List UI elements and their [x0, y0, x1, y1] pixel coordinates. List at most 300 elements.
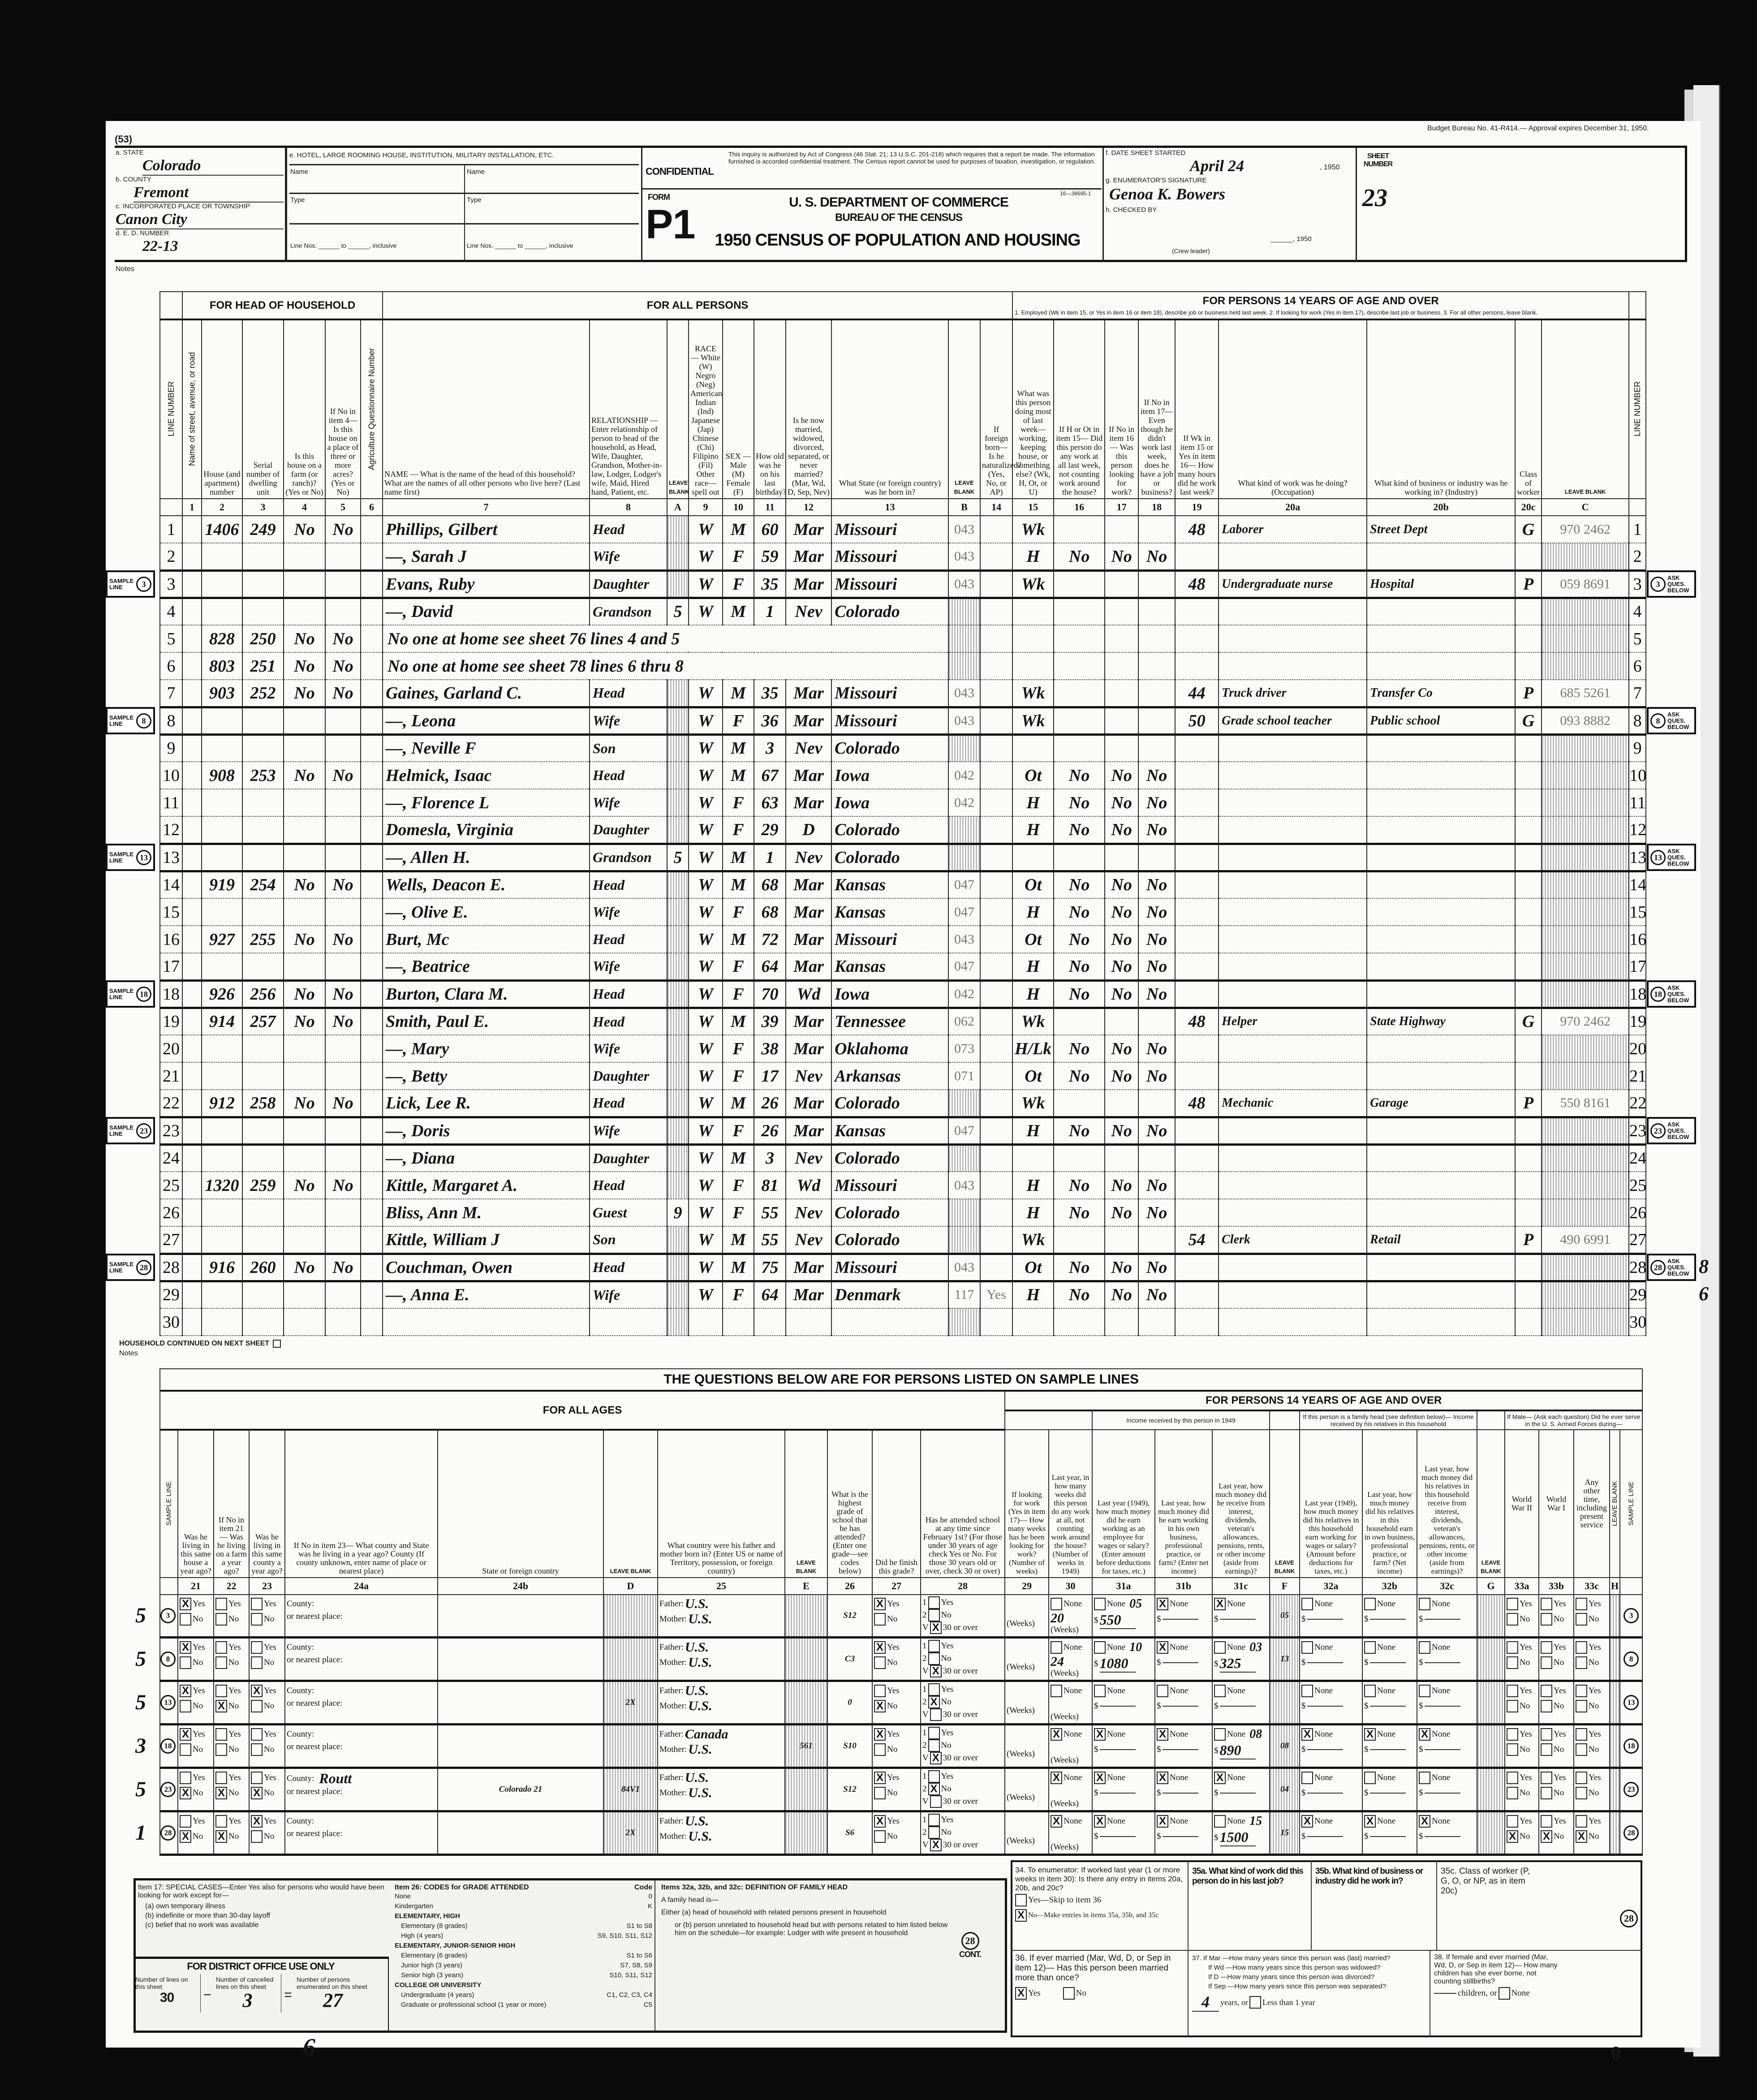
relatives-other-amount-value[interactable]	[1425, 1706, 1460, 1707]
weeks-none-checkbox[interactable]: X	[1051, 1772, 1062, 1784]
same-county-yes-checkbox[interactable]: X	[251, 1685, 263, 1697]
other-service-no-checkbox[interactable]	[1576, 1743, 1587, 1756]
cell-naturalized	[980, 680, 1012, 707]
wages-income-amount-value[interactable]	[1100, 1749, 1136, 1750]
county-value[interactable]: Routt	[319, 1770, 352, 1786]
attended-no-checkbox[interactable]: X	[928, 1783, 940, 1795]
weeks-worked-value[interactable]	[1051, 1699, 1090, 1712]
ask-questions-below-tab[interactable]	[1647, 570, 1696, 598]
attended-yes-checkbox[interactable]	[928, 1640, 940, 1652]
same-house-yes-checkbox[interactable]: X	[180, 1728, 191, 1741]
ww1-no-checkbox[interactable]	[1541, 1700, 1552, 1712]
mother-birthplace[interactable]: U.S.	[688, 1785, 712, 1800]
relatives-business-amount-value[interactable]	[1370, 1836, 1406, 1837]
state-value: Colorado	[142, 157, 284, 176]
cell-agriculture-number	[361, 598, 383, 625]
relatives-business-none-checkbox[interactable]	[1364, 1685, 1376, 1697]
father-birthplace[interactable]: U.S.	[685, 1814, 709, 1828]
relatives-business-none-checkbox[interactable]: X	[1364, 1815, 1376, 1828]
business-income-amount-value[interactable]	[1163, 1706, 1198, 1707]
attended-yes-checkbox[interactable]	[928, 1727, 940, 1739]
other-service-no-checkbox[interactable]	[1576, 1613, 1587, 1626]
other-income-none-checkbox[interactable]	[1214, 1685, 1226, 1697]
ww1-yes-checkbox[interactable]	[1541, 1772, 1552, 1784]
ww1-no-checkbox[interactable]	[1541, 1787, 1552, 1799]
same-house-no-checkbox[interactable]	[180, 1743, 191, 1756]
other-service-yes-checkbox[interactable]	[1576, 1772, 1587, 1784]
cell-race: W	[689, 680, 723, 707]
other-service-no-checkbox[interactable]	[1576, 1656, 1587, 1669]
relatives-business-amount-value[interactable]	[1370, 1793, 1406, 1794]
sample-line-tab[interactable]	[106, 980, 155, 1008]
farm-year-ago-no-checkbox[interactable]	[215, 1613, 227, 1626]
weeks-worked-value[interactable]	[1051, 1742, 1090, 1755]
cell-birthplace: Missouri	[831, 543, 948, 570]
other-income-amount-value[interactable]	[1220, 1793, 1256, 1794]
relatives-wages-none	[1301, 1596, 1361, 1612]
sample-line-label: SAMPLE LINE	[109, 1124, 134, 1137]
same-county-yes-checkbox[interactable]: X	[251, 1815, 263, 1828]
attended-no-checkbox[interactable]: X	[928, 1696, 940, 1708]
ww1-no-checkbox[interactable]	[1541, 1613, 1552, 1626]
relatives-wages-none-checkbox[interactable]	[1301, 1641, 1313, 1654]
farm-year-ago-no-checkbox[interactable]	[215, 1743, 227, 1756]
business-income-none-checkbox[interactable]: X	[1157, 1728, 1168, 1741]
relatives-business-amount-value[interactable]	[1370, 1749, 1406, 1750]
relatives-business-amount-value[interactable]	[1370, 1706, 1406, 1707]
other-service-yes-checkbox[interactable]	[1576, 1685, 1587, 1697]
same-house-yes-checkbox[interactable]: X	[180, 1598, 191, 1610]
attended-over30-checkbox[interactable]: X	[930, 1752, 942, 1764]
other-service-yes-checkbox[interactable]	[1576, 1598, 1587, 1610]
attended-no-checkbox[interactable]	[928, 1739, 940, 1752]
sample-line-tab[interactable]	[106, 1254, 155, 1281]
other-service-yes-checkbox[interactable]	[1576, 1641, 1587, 1654]
cell-class-of-worker: G	[1515, 516, 1542, 543]
relatives-wages-none-checkbox[interactable]	[1301, 1685, 1313, 1697]
sample-line-tab[interactable]	[106, 844, 155, 871]
column-number: 31b	[1155, 1578, 1212, 1595]
ww2-no	[1507, 1612, 1537, 1627]
ww1-yes-checkbox[interactable]	[1541, 1685, 1552, 1697]
attended-over30-checkbox[interactable]	[930, 1708, 942, 1721]
farm-year-ago-yes-checkbox[interactable]	[215, 1728, 227, 1741]
business-income-none-checkbox[interactable]: X	[1157, 1815, 1168, 1828]
wages-income-none-checkbox[interactable]	[1094, 1685, 1106, 1697]
grade-cell[interactable]: 0	[827, 1681, 872, 1725]
farm-year-ago-no-checkbox[interactable]: X	[215, 1830, 227, 1843]
relatives-wages-none-checkbox[interactable]	[1301, 1772, 1313, 1784]
finished-yes-checkbox[interactable]: X	[874, 1728, 886, 1741]
ww1-no-checkbox[interactable]: X	[1541, 1830, 1552, 1843]
attended-over30-checkbox[interactable]: X	[930, 1621, 942, 1634]
relatives-other-amount-value[interactable]	[1425, 1836, 1460, 1837]
other-service-no-checkbox[interactable]: X	[1576, 1830, 1587, 1843]
wages-income-none-checkbox[interactable]	[1094, 1598, 1106, 1610]
cell-dwelling-serial	[242, 1062, 284, 1090]
father-birthplace[interactable]: Canada	[685, 1727, 728, 1742]
finished-no-checkbox[interactable]	[874, 1613, 886, 1626]
same-county-yes-checkbox[interactable]	[251, 1728, 263, 1741]
attended-yes-checkbox[interactable]	[928, 1683, 940, 1696]
weeks-worked-value[interactable]: 20	[1051, 1611, 1064, 1626]
ww1-yes-checkbox[interactable]	[1541, 1728, 1552, 1741]
other-service-no-checkbox[interactable]	[1576, 1700, 1587, 1712]
cell-hours-worked	[1175, 1062, 1219, 1090]
same-house-yes	[180, 1640, 212, 1655]
business-income-cell	[1155, 1811, 1212, 1855]
place-value: Canon City	[116, 211, 284, 229]
finished-yes-checkbox[interactable]	[874, 1685, 886, 1697]
q38-children-field[interactable]	[1434, 1993, 1456, 1994]
finished-no-checkbox[interactable]	[874, 1743, 886, 1756]
other-income-amount-value[interactable]	[1220, 1619, 1256, 1620]
attended-over30-checkbox[interactable]	[930, 1795, 942, 1808]
finished-yes-checkbox[interactable]: X	[874, 1598, 886, 1610]
ww2-no-checkbox[interactable]	[1507, 1656, 1518, 1669]
ww2-yes-checkbox[interactable]	[1507, 1641, 1518, 1654]
attended-over30-checkbox[interactable]: X	[930, 1665, 942, 1677]
ww2-yes-checkbox[interactable]	[1507, 1772, 1518, 1784]
attended-no-checkbox[interactable]	[928, 1652, 940, 1665]
q38-none-checkbox[interactable]	[1499, 1987, 1510, 2000]
relatives-wages-none-checkbox[interactable]: X	[1301, 1815, 1313, 1828]
wages-income-none-checkbox[interactable]: X	[1094, 1728, 1106, 1741]
ww2-yes-checkbox[interactable]	[1507, 1598, 1518, 1610]
business-income-amount-value[interactable]	[1163, 1793, 1198, 1794]
relatives-wages-amount-value[interactable]	[1307, 1619, 1343, 1620]
relatives-wages-none	[1301, 1640, 1361, 1655]
cell-class-of-worker	[1515, 1117, 1542, 1144]
farm-year-ago-no-checkbox[interactable]: X	[215, 1700, 227, 1712]
cell-occupation	[1219, 1062, 1367, 1090]
column-header-age: How old was he on his last birthday?	[754, 319, 786, 499]
finished-no-checkbox[interactable]: X	[874, 1700, 886, 1712]
father-birthplace[interactable]: U.S.	[685, 1596, 709, 1611]
attended-yes-checkbox[interactable]	[928, 1596, 940, 1609]
relatives-other-none-checkbox[interactable]	[1419, 1772, 1430, 1784]
household-continued-checkbox[interactable]	[273, 1340, 281, 1348]
relatives-wages-amount-value[interactable]	[1307, 1836, 1343, 1837]
farm-year-ago-no-checkbox[interactable]	[215, 1656, 227, 1669]
relatives-other-none-checkbox[interactable]: X	[1419, 1815, 1430, 1828]
sample-line-tab[interactable]	[106, 570, 155, 598]
column-number: H	[1610, 1578, 1620, 1595]
ww2-no-checkbox[interactable]	[1507, 1743, 1518, 1756]
other-income-amount-value[interactable]: 890	[1220, 1742, 1256, 1759]
ww2-yes	[1507, 1596, 1537, 1612]
sample-line-tab[interactable]	[106, 1117, 155, 1144]
wages-income-none-checkbox[interactable]	[1094, 1641, 1106, 1654]
leave-blank-h-cell	[1610, 1681, 1620, 1725]
mother-birthplace[interactable]: U.S.	[688, 1829, 712, 1844]
relatives-wages-none-checkbox[interactable]: X	[1301, 1728, 1313, 1741]
sample-line-tab[interactable]	[106, 707, 155, 734]
grade-cell[interactable]: S12	[827, 1595, 872, 1638]
relatives-business-cell	[1362, 1725, 1417, 1768]
cell-class-of-worker: P	[1515, 1226, 1542, 1254]
father-label: Father:	[659, 1599, 684, 1608]
finished-no-checkbox[interactable]	[874, 1787, 886, 1799]
same-county-no-checkbox[interactable]	[251, 1743, 263, 1756]
relatives-business-amount-value[interactable]	[1370, 1619, 1406, 1620]
relatives-other-none-checkbox[interactable]	[1419, 1598, 1430, 1610]
cell-activity	[1012, 1308, 1054, 1336]
other-service-cell	[1574, 1768, 1610, 1811]
same-house-no-checkbox[interactable]: X	[180, 1787, 191, 1799]
relatives-business-none-checkbox[interactable]	[1364, 1641, 1376, 1654]
mother-birthplace[interactable]: U.S.	[688, 1655, 712, 1670]
weeks-none-checkbox[interactable]	[1051, 1641, 1062, 1654]
other-income-amount-value[interactable]	[1220, 1706, 1256, 1707]
attended-no-checkbox[interactable]	[928, 1609, 940, 1621]
finished-no-checkbox[interactable]	[874, 1830, 886, 1843]
ww1-yes-checkbox[interactable]	[1541, 1641, 1552, 1654]
column-number: 31a	[1092, 1578, 1155, 1595]
relatives-other-amount-value[interactable]	[1425, 1749, 1460, 1750]
same-house-no-checkbox[interactable]	[180, 1613, 191, 1626]
wages-income-amount-value[interactable]: 1080	[1100, 1655, 1136, 1673]
other-income-amount-value[interactable]: 325	[1220, 1655, 1256, 1673]
ww2-no	[1507, 1742, 1537, 1757]
business-income-amount-value[interactable]	[1163, 1662, 1198, 1663]
relatives-wages-amount-value[interactable]	[1307, 1749, 1343, 1750]
attended-no	[922, 1739, 1003, 1752]
weeks-looking-value[interactable]	[1007, 1596, 1047, 1619]
finished-yes-checkbox[interactable]: X	[874, 1772, 886, 1784]
weeks-worked-value[interactable]	[1051, 1785, 1090, 1799]
q34-yes-checkbox[interactable]	[1015, 1894, 1027, 1906]
weeks-looking-value[interactable]	[1007, 1727, 1047, 1749]
ww1-yes-checkbox[interactable]	[1541, 1598, 1552, 1610]
q34-no-checkbox[interactable]: X	[1015, 1909, 1027, 1922]
other-service-no-label: No	[1589, 1658, 1599, 1667]
other-service-no-checkbox[interactable]	[1576, 1787, 1587, 1799]
finished-yes-checkbox[interactable]: X	[874, 1815, 886, 1828]
same-county-no-checkbox[interactable]	[251, 1830, 263, 1843]
cell-on-farm: No	[284, 980, 325, 1008]
ww1-yes-checkbox[interactable]	[1541, 1815, 1552, 1828]
weeks-worked-value[interactable]: 24	[1051, 1654, 1064, 1669]
same-county-no-checkbox[interactable]	[251, 1656, 263, 1669]
father-birthplace[interactable]: U.S.	[685, 1770, 709, 1785]
ask-label: ASK QUES. BELOW	[1667, 711, 1689, 730]
cell-age: 26	[754, 1090, 786, 1117]
weeks-looking-value[interactable]	[1007, 1683, 1047, 1706]
relatives-business-none-checkbox[interactable]: X	[1364, 1728, 1376, 1741]
ask-questions-below-tab[interactable]	[1647, 1254, 1696, 1281]
other-income-none-checkbox[interactable]: X	[1214, 1772, 1226, 1784]
cell-sex: F	[723, 1172, 754, 1199]
relatives-other-cell	[1417, 1811, 1477, 1855]
relatives-other-amount-value[interactable]	[1425, 1619, 1460, 1620]
attended-yes-checkbox[interactable]	[928, 1814, 940, 1826]
persons-value: 27	[323, 1989, 343, 2011]
ww1-no-checkbox[interactable]	[1541, 1656, 1552, 1669]
farm-year-ago-yes-checkbox[interactable]	[215, 1815, 227, 1828]
ww1-yes	[1541, 1683, 1572, 1699]
same-county-yes-checkbox[interactable]	[251, 1772, 263, 1784]
relatives-other-none-checkbox[interactable]	[1419, 1685, 1430, 1697]
same-house-yes-checkbox[interactable]: X	[180, 1685, 191, 1697]
relatives-business-none-checkbox[interactable]	[1364, 1772, 1376, 1784]
ww2-no-checkbox[interactable]	[1507, 1613, 1518, 1626]
grade-cell[interactable]: S6	[827, 1811, 872, 1855]
same-house-yes-label: Yes	[193, 1686, 205, 1695]
ww2-no	[1507, 1655, 1537, 1670]
weeks-none-checkbox[interactable]: X	[1051, 1815, 1062, 1828]
ww2-no-checkbox[interactable]	[1507, 1700, 1518, 1712]
same-county-yes-checkbox[interactable]	[251, 1598, 263, 1610]
mother-birthplace[interactable]: U.S.	[688, 1742, 712, 1757]
weeks-looking-value[interactable]	[1007, 1814, 1047, 1836]
cell-house-number: 914	[202, 1008, 242, 1035]
q36-no-checkbox[interactable]	[1063, 1987, 1075, 2000]
grade-code-label: High (4 years)	[401, 1932, 444, 1940]
cell-on-farm	[284, 1062, 325, 1090]
relatives-other-amount-value[interactable]	[1425, 1662, 1460, 1663]
same-county-no-checkbox[interactable]	[251, 1700, 263, 1712]
same-county-no-label: No	[264, 1701, 275, 1711]
wages-income-amount-value[interactable]: 550	[1100, 1612, 1136, 1629]
business-income-amount-value[interactable]	[1163, 1619, 1198, 1620]
father-birthplace[interactable]: U.S.	[685, 1683, 709, 1698]
q36-yes-checkbox[interactable]: X	[1015, 1987, 1027, 2000]
wages-income-amount-value[interactable]	[1100, 1793, 1136, 1794]
sample-line-circle: 8	[1624, 1652, 1639, 1667]
wages-income-amount-value[interactable]	[1100, 1836, 1136, 1837]
cell-race: W	[689, 789, 723, 816]
cell-agriculture-number	[361, 734, 383, 762]
q37-less-checkbox[interactable]	[1249, 1996, 1261, 2009]
finished-no-checkbox[interactable]	[874, 1656, 886, 1669]
farm-year-ago-yes-checkbox[interactable]	[215, 1598, 227, 1610]
ask-questions-below-tab[interactable]	[1647, 707, 1696, 734]
ww2-yes-checkbox[interactable]	[1507, 1728, 1518, 1741]
ww2-yes-checkbox[interactable]	[1507, 1815, 1518, 1828]
relatives-other-dollar: $	[1419, 1701, 1423, 1711]
wages-income-none-checkbox[interactable]: X	[1094, 1815, 1106, 1828]
business-income-none-checkbox[interactable]	[1157, 1685, 1168, 1697]
relatives-other-amount-value[interactable]	[1425, 1793, 1460, 1794]
wages-income-amount-value[interactable]	[1100, 1706, 1136, 1707]
same-county-no-checkbox[interactable]	[251, 1613, 263, 1626]
ask-questions-below-tab[interactable]	[1647, 1117, 1696, 1144]
same-house-yes-checkbox[interactable]: X	[180, 1641, 191, 1654]
father-birthplace[interactable]: U.S.	[685, 1640, 709, 1655]
grade-cell[interactable]: S12	[827, 1768, 872, 1811]
bureau: BUREAU OF THE CENSUS	[835, 211, 963, 224]
grade-code-value: C5	[643, 2001, 652, 2009]
same-county-yes-checkbox[interactable]	[251, 1641, 263, 1654]
other-income-amount	[1214, 1699, 1268, 1714]
cell-name: Lick, Lee R.	[383, 1090, 590, 1117]
cell-any-work: No	[1054, 1172, 1105, 1199]
same-house-no-checkbox[interactable]	[180, 1656, 191, 1669]
weeks-label: (Weeks)	[1007, 1793, 1035, 1802]
same-house-yes-checkbox[interactable]	[180, 1815, 191, 1828]
business-income-none-checkbox[interactable]: X	[1157, 1772, 1168, 1784]
cell-hours-worked	[1175, 898, 1219, 926]
farm-year-ago-yes-checkbox[interactable]	[215, 1772, 227, 1784]
ask-questions-below-tab[interactable]	[1647, 844, 1696, 871]
relatives-wages-amount-value[interactable]	[1307, 1662, 1343, 1663]
farm-year-ago-no-checkbox[interactable]: X	[215, 1787, 227, 1799]
cell-dwelling-serial	[242, 898, 284, 926]
same-county-no-checkbox[interactable]: X	[251, 1787, 263, 1799]
relatives-wages-amount	[1301, 1785, 1361, 1801]
business-income-amount-value[interactable]	[1163, 1836, 1198, 1837]
relatives-business-none-checkbox[interactable]	[1364, 1598, 1376, 1610]
relatives-business-amount-value[interactable]	[1370, 1662, 1406, 1663]
relatives-wages-amount-value[interactable]	[1307, 1793, 1343, 1794]
relatives-other-none-checkbox[interactable]: X	[1419, 1728, 1430, 1741]
other-income-none-checkbox[interactable]: X	[1214, 1598, 1226, 1610]
other-income-none-checkbox[interactable]	[1214, 1815, 1226, 1828]
farm-year-ago-yes-checkbox[interactable]	[215, 1641, 227, 1654]
wages-income-none-checkbox[interactable]: X	[1094, 1772, 1106, 1784]
ww2-yes-checkbox[interactable]	[1507, 1685, 1518, 1697]
cell-occupation	[1219, 1308, 1367, 1336]
weeks-none-checkbox[interactable]	[1051, 1685, 1062, 1697]
ask-questions-below-tab[interactable]	[1647, 980, 1696, 1008]
relatives-other-none-checkbox[interactable]	[1419, 1641, 1430, 1654]
same-county-no-label: No	[264, 1832, 275, 1841]
other-income-none-checkbox[interactable]	[1214, 1641, 1226, 1654]
other-income-amount-value[interactable]: 1500	[1220, 1829, 1256, 1846]
cell-has-job: No	[1138, 543, 1175, 570]
ww1-no-checkbox[interactable]	[1541, 1743, 1552, 1756]
grade-cell[interactable]: S10	[827, 1725, 872, 1768]
prior-state-cell	[438, 1681, 603, 1725]
same-house-yes-checkbox[interactable]	[180, 1772, 191, 1784]
attended-over30-checkbox[interactable]: X	[930, 1839, 942, 1851]
attended-no-checkbox[interactable]	[928, 1826, 940, 1839]
wages-income-none	[1094, 1814, 1153, 1829]
business-income-none-checkbox[interactable]: X	[1157, 1598, 1168, 1610]
weeks-looking-value[interactable]	[1007, 1770, 1047, 1793]
same-house-no-checkbox[interactable]: X	[180, 1830, 191, 1843]
other-service-yes-checkbox[interactable]	[1576, 1728, 1587, 1741]
cell-name: —, David	[383, 598, 590, 625]
weeks-worked-value[interactable]	[1051, 1829, 1090, 1842]
cell-marital-status: Mar	[786, 871, 831, 898]
business-income-amount-value[interactable]	[1163, 1749, 1198, 1750]
mother-birthplace[interactable]: U.S.	[688, 1612, 712, 1626]
weeks-looking-value[interactable]	[1007, 1640, 1047, 1662]
cell-street	[182, 734, 202, 762]
farm-year-ago-yes-checkbox[interactable]	[215, 1685, 227, 1697]
ww2-no-checkbox[interactable]	[1507, 1787, 1518, 1799]
other-service-yes-checkbox[interactable]	[1576, 1815, 1587, 1828]
relatives-wages-amount-value[interactable]	[1307, 1706, 1343, 1707]
cell-hours-worked: 48	[1175, 570, 1219, 598]
relatives-wages-none-checkbox[interactable]	[1301, 1598, 1313, 1610]
other-income-none-checkbox[interactable]	[1214, 1728, 1226, 1741]
grade-cell[interactable]: C3	[827, 1638, 872, 1681]
business-income-none-checkbox[interactable]: X	[1157, 1641, 1168, 1654]
cell-agriculture-number	[361, 1254, 383, 1281]
ww2-no-checkbox[interactable]: X	[1507, 1830, 1518, 1843]
mother-birthplace[interactable]: U.S.	[688, 1699, 712, 1713]
same-house-no-checkbox[interactable]	[180, 1700, 191, 1712]
weeks-none-checkbox[interactable]	[1051, 1598, 1062, 1610]
finished-yes-checkbox[interactable]: X	[874, 1641, 886, 1654]
cell-leave-blank-b	[948, 598, 980, 625]
q37-years-value[interactable]: 4	[1192, 1993, 1219, 2012]
weeks-none-checkbox[interactable]: X	[1051, 1728, 1062, 1741]
attended-yes-checkbox[interactable]	[928, 1770, 940, 1783]
